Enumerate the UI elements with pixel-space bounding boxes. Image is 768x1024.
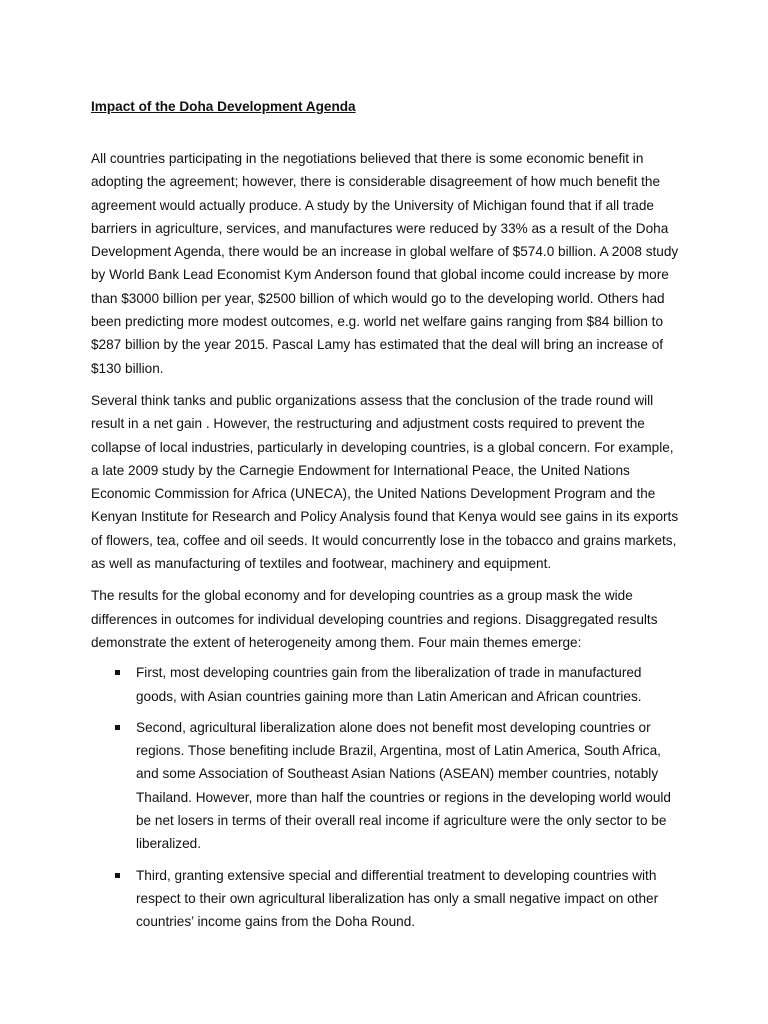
list-item [91,716,681,856]
paragraph-results-overview: The results for the global economy and for developing countries as a group mask the wide differences in outcomes for individual developing countries and regions. Disaggregated results demonstrate the extent of heterogeneity among them. Four main themes emerge: [91,588,658,650]
square-bullet-icon [115,873,120,878]
themes-list [91,661,681,933]
paragraph-economic-benefit: All countries participating in the negotiations believed that there is some economic benefit in adopting the agreement; however, there is considerable disagreement of how much benefit the agreement would actually produce. A study by the University of Michigan found that if all trade barriers in agriculture, services, and manufactures were reduced by 33% as a result of the Doha Development Agenda, there would be an increase in global welfare of $574.0 billion. A 2008 study by World Bank Lead Economist Kym Anderson found that global income could increase by more than $3000 billion per year, $2500 billion of which would go to the developing world. Others had been predicting more modest outcomes, e.g. world net welfare gains ranging from $84 billion to $287 billion by the year 2015. Pascal Lamy has estimated that the deal will bring an increase of $130 billion. [91,151,679,376]
list-item-text: First, most developing countries gain from the liberalization of trade in manufactured goods, with Asian countries gaining more than Latin American and African countries. [136,665,642,704]
list-item-text: Third, granting extensive special and differential treatment to developing countries with respect to their own agricultural liberalization has only a small negative impact on other countries’ income gains from the Doha Round. [136,867,659,930]
square-bullet-icon [115,725,120,730]
paragraph-think-tanks: Several think tanks and public organizations assess that the conclusion of the trade round will result in a net gain . However, the restructuring and adjustment costs required to prevent the collapse of local industries, particularly in developing countries, is a global concern. For example, a late 2009 study by the Carnegie Endowment for International Peace, the United Nations Economic Commission for Africa (UNECA), the United Nations Development Program and the Kenyan Institute for Research and Policy Analysis found that Kenya would see gains in its exports of flowers, tea, coffee and oil seeds. It would concurrently lose in the tobacco and grains markets, as well as manufacturing of textiles and footwear, machinery and equipment. [91,392,679,572]
document-body [91,95,681,942]
list-item [91,661,681,708]
list-item [91,864,681,934]
list-item-text: Second, agricultural liberalization alone does not benefit most developing countries or regions. Those benefiting include Brazil, Argentina, most of Latin America, South Africa, and some Association of Southeast Asian Nations (ASEAN) member countries, notably Thailand. However, more than half the countries or regions in the developing world would be net losers in terms of their overall real income if agriculture were the only sector to be liberalized. [136,719,671,852]
square-bullet-icon [115,670,120,675]
document-title: Impact of the Doha Development Agenda [91,99,356,114]
